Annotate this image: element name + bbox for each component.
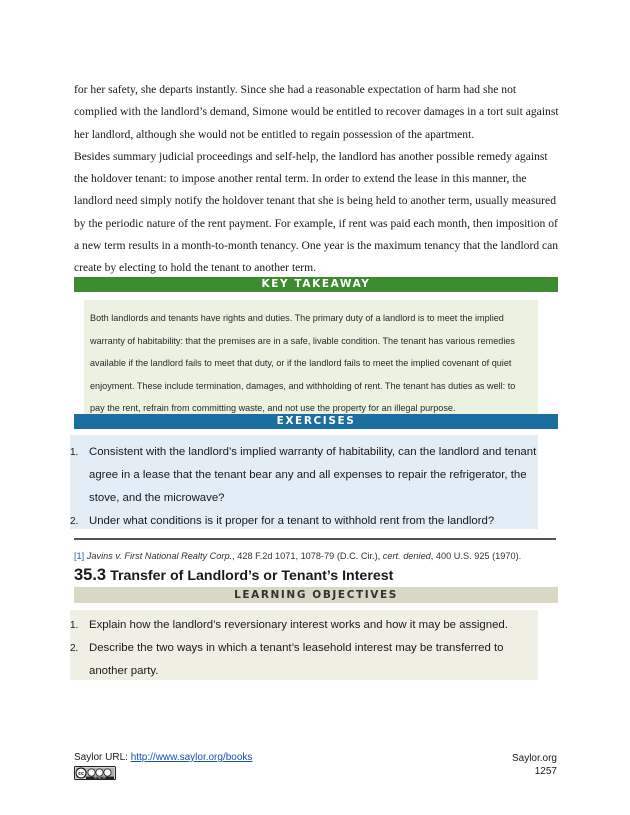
list-item-number: 2. <box>70 643 79 654</box>
learning-objectives-box <box>70 610 538 680</box>
exercises-box <box>70 435 538 529</box>
footnote-marker[interactable]: [1] <box>74 551 85 561</box>
footnote-cert: cert. denied <box>382 551 431 561</box>
list-item-text: Describe the two ways in which a tenant’s leasehold interest may be transferred to another party. <box>89 642 504 677</box>
exercises-list <box>70 435 538 533</box>
list-item <box>70 637 538 683</box>
list-item-number: 2. <box>70 516 79 527</box>
list-item <box>70 441 538 510</box>
list-item-number: 1. <box>70 447 79 458</box>
footnote-rest: , 400 U.S. 925 (1970). <box>430 551 522 561</box>
section-title-text: Transfer of Landlord’s or Tenant’s Interest <box>110 568 394 584</box>
learning-objectives-heading: LEARNING OBJECTIVES <box>74 587 558 603</box>
footer-url-link[interactable]: http://www.saylor.org/books <box>130 752 253 763</box>
footnote <box>74 551 560 561</box>
cc-license-badge <box>74 766 116 780</box>
footer-url <box>74 752 252 763</box>
page-number: 1257 <box>534 766 557 777</box>
footer-site: Saylor.org <box>511 753 557 764</box>
footer-url-label: Saylor URL: <box>74 752 131 763</box>
body-paragraph-1: for her safety, she departs instantly. Since she had a reasonable expectation of harm had she not complied with the landlord’s demand, Simone would be entitled to recover damages in a tort suit against her landlord, although she would not be entitled to regain possession of the apartment. <box>74 83 559 141</box>
list-item-text: Consistent with the landlord’s implied warranty of habitability, can the landlord and tenant agree in a lease that the tenant bear any and all expenses to repair the refrigerator, the stove, and the microwave? <box>89 446 537 504</box>
list-item-number: 1. <box>70 620 79 631</box>
footer-right <box>512 752 557 778</box>
list-item <box>70 510 538 533</box>
body-text <box>74 79 560 280</box>
footnote-citation: , 428 F.2d 1071, 1078-79 (D.C. Cir.), <box>232 551 383 561</box>
learning-objectives-list <box>70 610 538 683</box>
cc-badge-label: BY NC SA <box>94 776 106 780</box>
section-title <box>74 566 560 585</box>
svg-text:cc: cc <box>78 772 84 777</box>
footnote-case-name: Javins v. First National Realty Corp. <box>86 551 233 561</box>
list-item-text: Under what conditions is it proper for a tenant to withhold rent from the landlord? <box>89 515 495 527</box>
list-item <box>70 614 538 637</box>
key-takeaway-box <box>84 300 538 414</box>
section-number: 35.3 <box>74 566 107 584</box>
body-paragraph-2: Besides summary judicial proceedings and self-help, the landlord has another possible remedy against the holdover tenant: to impose another rental term. In order to extend the lease in this manner, the landlord need simply notify the holdover tenant that she is being held to another term, usually measured by the periodic nature of the rent payment. For example, if rent was paid each month, then imposition of a new term results in a month-to-month tenancy. One year is the maximum tenancy that the landlord can create by electing to hold the tenant to another term. <box>74 149 559 275</box>
footnote-divider <box>74 538 556 540</box>
key-takeaway-text: Both landlords and tenants have rights and duties. The primary duty of a landlord is to meet the implied warranty of habitability: that the premises are in a safe, livable condition. The tenant has various remedies available if the landlord fails to meet that duty, or if the landlord fails to meet the implied covenant of quiet enjoyment. These include termination, damages, and withholding of rent. The tenant has duties as well: to pay the rent, refrain from committing waste, and not use the property for an illegal purpose. <box>90 313 516 413</box>
key-takeaway-heading: KEY TAKEAWAY <box>74 277 558 292</box>
list-item-text: Explain how the landlord’s reversionary interest works and how it may be assigned. <box>89 619 508 631</box>
exercises-heading: EXERCISES <box>74 414 558 429</box>
